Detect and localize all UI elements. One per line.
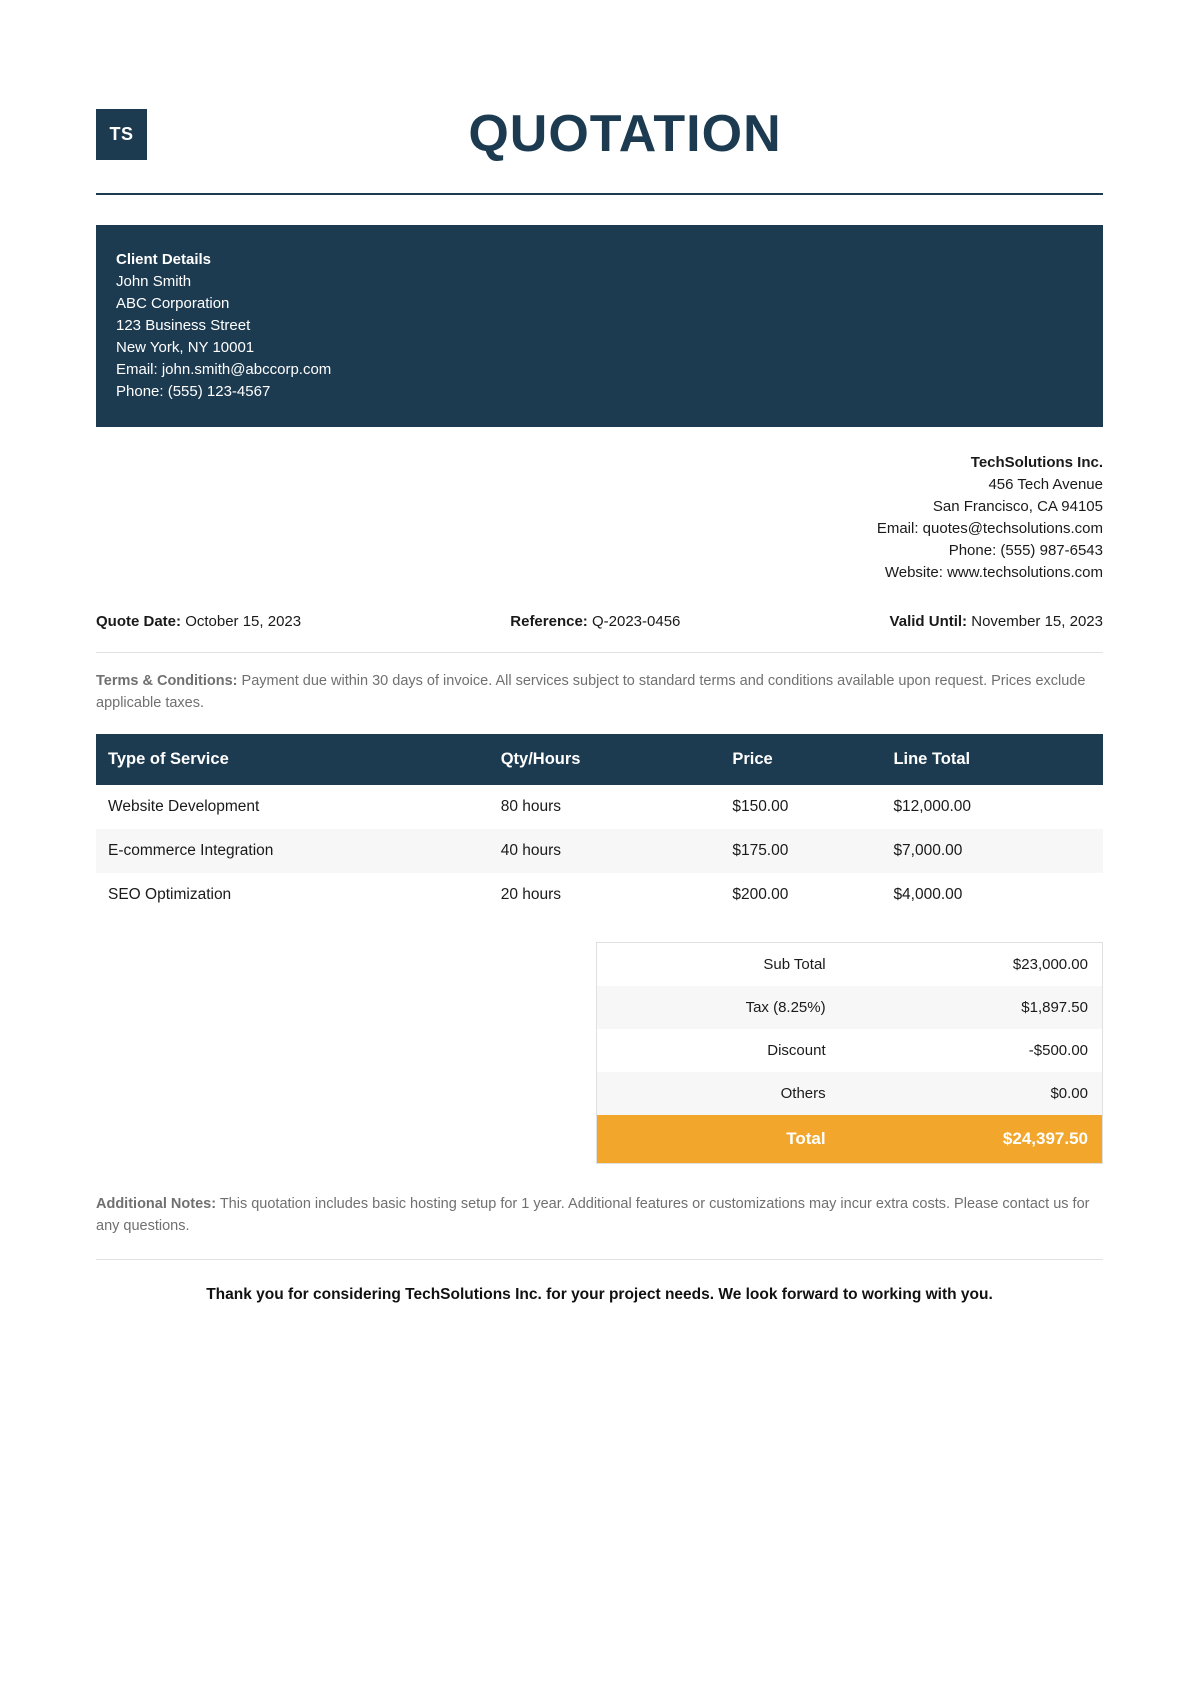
client-address-line1: 123 Business Street bbox=[116, 317, 251, 334]
service-line-total-cell: $7,000.00 bbox=[893, 842, 963, 859]
quote-date bbox=[96, 613, 301, 630]
subtotal-value: $23,000.00 bbox=[1012, 956, 1088, 973]
tax-row bbox=[597, 986, 1103, 1029]
totals-table bbox=[596, 942, 1103, 1164]
service-name-cell: E-commerce Integration bbox=[108, 842, 274, 859]
others-value: $0.00 bbox=[1050, 1085, 1088, 1102]
table-row bbox=[96, 829, 1103, 873]
quote-info-divider bbox=[96, 652, 1103, 653]
client-address-line2: New York, NY 10001 bbox=[116, 339, 255, 356]
quote-reference-label: Reference: bbox=[510, 613, 588, 630]
service-price-cell: $175.00 bbox=[732, 842, 789, 859]
service-name-cell: Website Development bbox=[108, 798, 260, 815]
service-price-cell: $150.00 bbox=[732, 798, 789, 815]
page-title: QUOTATION bbox=[468, 105, 782, 163]
client-phone: Phone: (555) 123-4567 bbox=[116, 383, 271, 400]
service-price-cell: $200.00 bbox=[732, 886, 789, 903]
tax-value: $1,897.50 bbox=[1021, 999, 1088, 1016]
client-details-heading: Client Details bbox=[116, 251, 212, 268]
client-email: Email: john.smith@abccorp.com bbox=[116, 361, 332, 378]
terms-and-conditions bbox=[96, 670, 1103, 714]
table-row bbox=[96, 785, 1103, 829]
service-qty-cell: 40 hours bbox=[500, 842, 562, 859]
services-header-row bbox=[96, 734, 1103, 785]
service-qty-cell: 80 hours bbox=[500, 798, 562, 815]
terms-text: Payment due within 30 days of invoice. All services subject to standard terms and conditions available upon request. Prices exclude applicable taxes. bbox=[96, 673, 1086, 711]
quote-reference-value: Q-2023-0456 bbox=[591, 613, 681, 630]
totals-section bbox=[96, 942, 1103, 1164]
terms-label: Terms & Conditions: bbox=[96, 673, 238, 689]
tax-label: Tax (8.25%) bbox=[745, 999, 826, 1016]
header-divider bbox=[96, 193, 1103, 195]
table-row bbox=[96, 873, 1103, 917]
subtotal-label: Sub Total bbox=[763, 956, 826, 973]
thank-you-message: Thank you for considering TechSolutions Inc. for your project needs. We look forward to working with you. bbox=[206, 1286, 993, 1303]
client-company: ABC Corporation bbox=[116, 295, 230, 312]
company-address-line2: San Francisco, CA 94105 bbox=[932, 498, 1103, 515]
client-details-box bbox=[96, 225, 1103, 427]
client-name: John Smith bbox=[116, 273, 192, 290]
footer-divider bbox=[96, 1259, 1103, 1260]
column-header-price: Price bbox=[720, 734, 881, 785]
quote-date-label: Quote Date: bbox=[96, 613, 182, 630]
company-logo bbox=[96, 109, 147, 160]
company-website: Website: www.techsolutions.com bbox=[884, 564, 1103, 581]
column-header-line-total: Line Total bbox=[881, 734, 1103, 785]
column-header-qty-hours: Qty/Hours bbox=[489, 734, 721, 785]
additional-notes-label: Additional Notes: bbox=[96, 1196, 217, 1212]
title-wrap bbox=[147, 105, 1103, 163]
quote-date-value: October 15, 2023 bbox=[185, 613, 302, 630]
company-phone: Phone: (555) 987-6543 bbox=[948, 542, 1103, 559]
company-name: TechSolutions Inc. bbox=[970, 454, 1103, 471]
grand-total-label: Total bbox=[786, 1129, 826, 1148]
others-row bbox=[597, 1072, 1103, 1115]
column-header-type-of-service: Type of Service bbox=[96, 734, 489, 785]
services-table bbox=[96, 734, 1103, 917]
subtotal-row bbox=[597, 943, 1103, 987]
discount-value: -$500.00 bbox=[1028, 1042, 1088, 1059]
discount-label: Discount bbox=[767, 1042, 826, 1059]
company-logo-initials: TS bbox=[109, 123, 134, 144]
document-header bbox=[96, 105, 1103, 163]
quote-valid-value: November 15, 2023 bbox=[971, 613, 1103, 630]
grand-total-value: $24,397.50 bbox=[1002, 1129, 1088, 1148]
service-line-total-cell: $12,000.00 bbox=[893, 798, 972, 815]
company-address-line1: 456 Tech Avenue bbox=[988, 476, 1103, 493]
additional-notes bbox=[96, 1193, 1103, 1237]
quote-valid-label: Valid Until: bbox=[889, 613, 968, 630]
grand-total-row bbox=[597, 1115, 1103, 1164]
company-email: Email: quotes@techsolutions.com bbox=[876, 520, 1103, 537]
quote-valid-until bbox=[890, 613, 1103, 630]
company-details-block bbox=[96, 452, 1103, 584]
service-line-total-cell: $4,000.00 bbox=[893, 886, 963, 903]
service-qty-cell: 20 hours bbox=[500, 886, 562, 903]
discount-row bbox=[597, 1029, 1103, 1072]
service-name-cell: SEO Optimization bbox=[108, 886, 232, 903]
additional-notes-text: This quotation includes basic hosting setup for 1 year. Additional features or customizations may incur extra costs. Please contact us for any questions. bbox=[96, 1196, 1090, 1234]
others-label: Others bbox=[780, 1085, 826, 1102]
quote-reference bbox=[510, 613, 680, 630]
quote-info-row bbox=[96, 613, 1103, 630]
